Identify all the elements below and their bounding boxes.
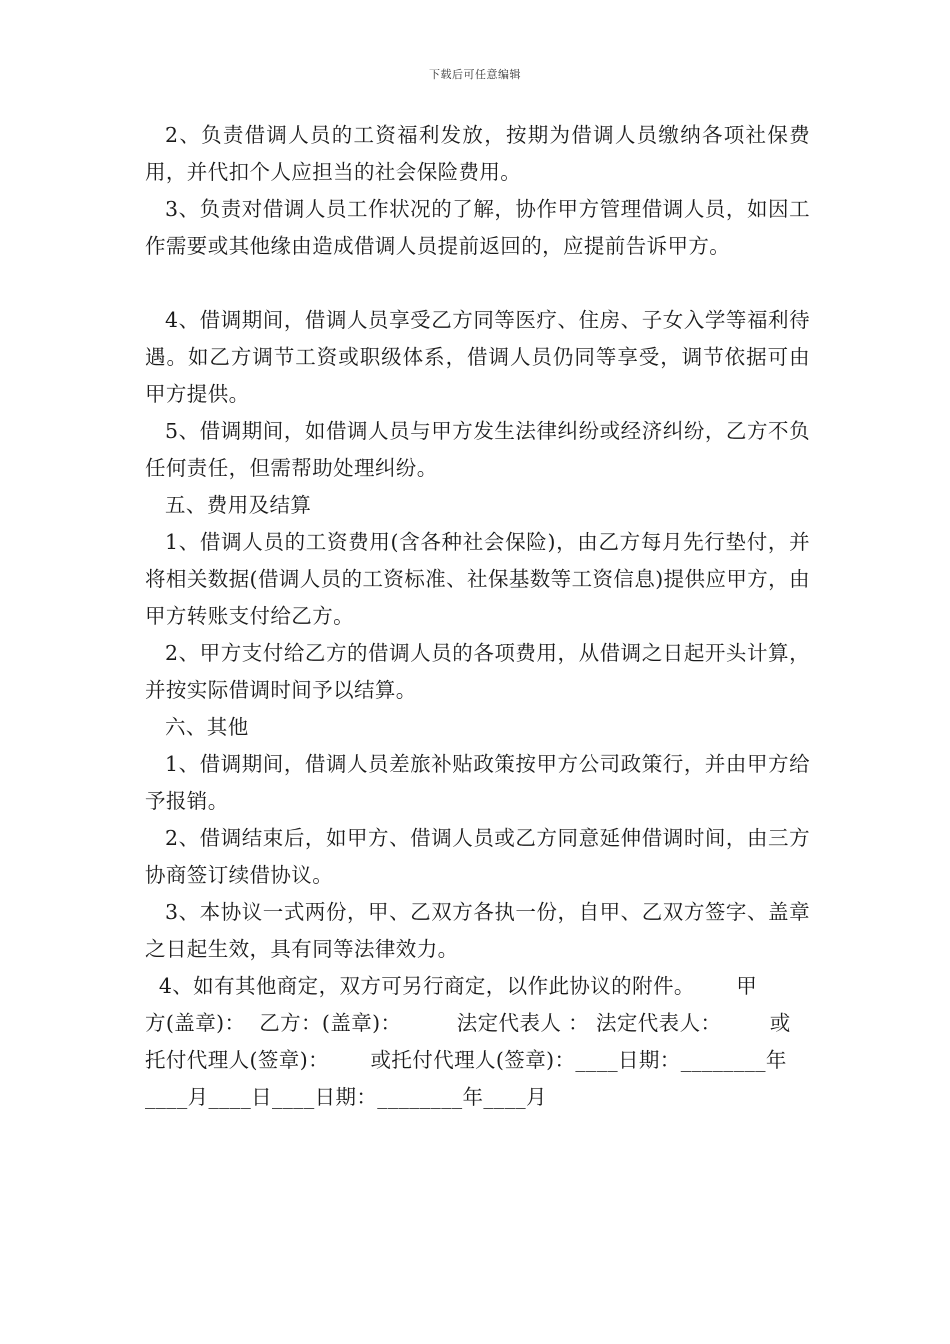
- other-item-2: 2、借调结束后，如甲方、借调人员或乙方同意延伸借调时间，由三方协商签订续借协议。: [145, 826, 810, 887]
- section-heading-fees: 五、费用及结算: [165, 493, 312, 517]
- paragraph-item-4: 4、借调期间，借调人员享受乙方同等医疗、住房、子女入学等福利待遇。如乙方调节工资或职级体系，借调人员仍同等享受，调节依据可由甲方提供。: [145, 308, 810, 406]
- document-body: [145, 117, 810, 1116]
- other-item-3: 3、本协议一式两份，甲、乙双方各执一份，自甲、乙双方签字、盖章之日起生效，具有同等法律效力。: [145, 900, 810, 961]
- signature-block: [145, 968, 810, 1116]
- fees-item-2: 2、甲方支付给乙方的借调人员的各项费用，从借调之日起开头计算，并按实际借调时间予以结算。: [145, 641, 810, 702]
- fees-item-1: 1、借调人员的工资费用(含各种社会保险)，由乙方每月先行垫付，并将相关数据(借调人员的工资标准、社保基数等工资信息)提供应甲方，由甲方转账支付给乙方。: [145, 530, 810, 628]
- paragraph-item-2: 2、负责借调人员的工资福利发放，按期为借调人员缴纳各项社保费用，并代扣个人应担当的社会保险费用。: [145, 123, 810, 184]
- page-header-note: 下载后可任意编辑: [429, 68, 521, 81]
- signature-line-4: ____月____日____日期：________年____月: [145, 1085, 547, 1109]
- section-heading-other: 六、其他: [165, 715, 249, 739]
- signature-line-2: 方(盖章)： 乙方：(盖章)： 法定代表人 ： 法定代表人： 或: [145, 1011, 791, 1035]
- signature-line-3: 托付代理人(签章)： 或托付代理人(签章)：____日期：________年: [145, 1048, 787, 1072]
- signature-line-1: 4、如有其他商定，双方可另行商定，以作此协议的附件。 甲: [145, 974, 758, 998]
- other-item-1: 1、借调期间，借调人员差旅补贴政策按甲方公司政策行，并由甲方给予报销。: [145, 752, 810, 813]
- paragraph-item-3: 3、负责对借调人员工作状况的了解，协作甲方管理借调人员，如因工作需要或其他缘由造成借调人员提前返回的，应提前告诉甲方。: [145, 197, 810, 258]
- paragraph-item-5: 5、借调期间，如借调人员与甲方发生法律纠纷或经济纠纷，乙方不负任何责任，但需帮助处理纠纷。: [145, 419, 810, 480]
